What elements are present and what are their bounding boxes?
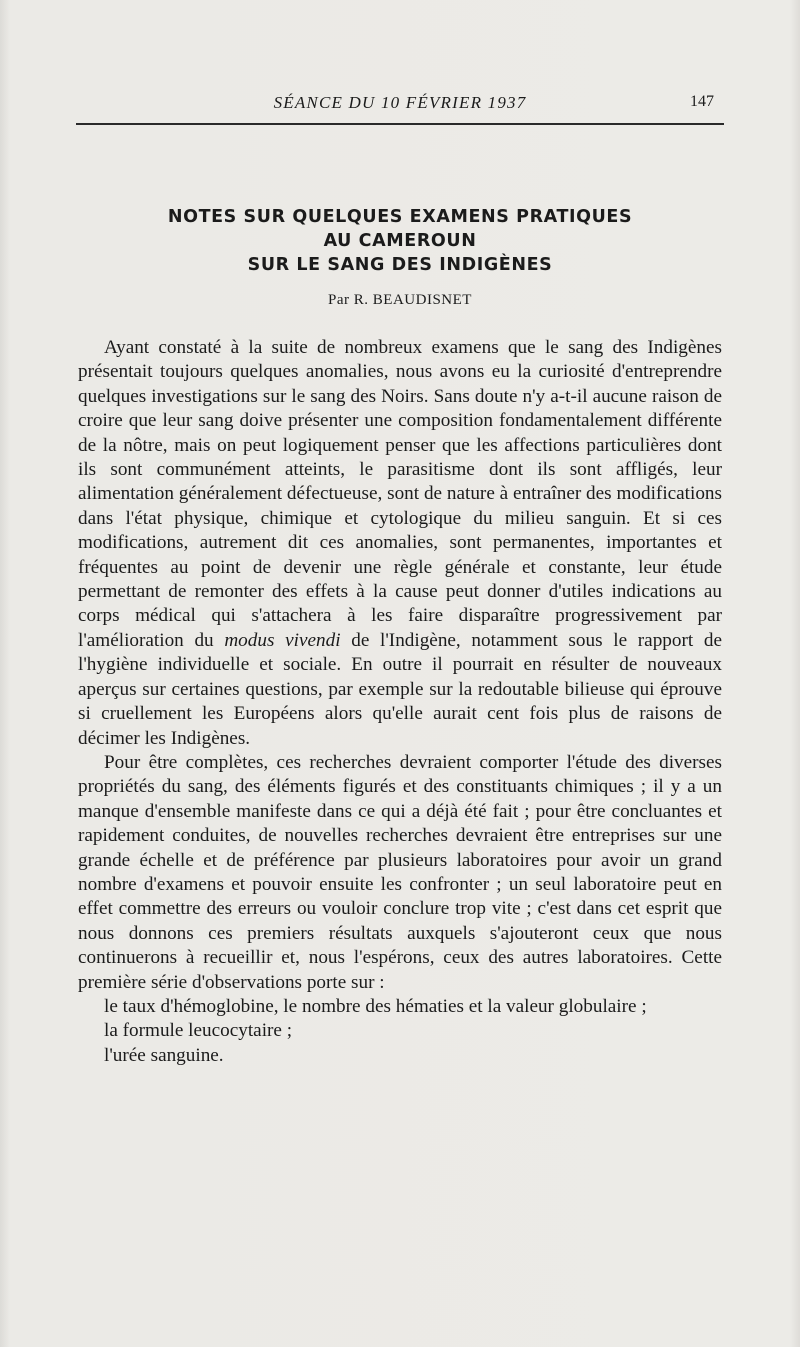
title-line-1: NOTES SUR QUELQUES EXAMENS PRATIQUES: [167, 207, 633, 227]
author-byline: Par R. BEAUDISNET: [328, 292, 472, 308]
paragraph-1-text-b: de l'Indigène, notamment sous le rapport de l'hygiène individuelle et sociale. En outre il pourrait en résulter de nouveaux aperçus sur certaines questions, par exemple sur la redoutable bilieuse qui éprouve si cruellement les Européens alors qu'elle aurait cent fois plus de raisons de décimer les Indigènes.: [78, 629, 722, 749]
paragraph-2: Pour être complètes, ces recherches devraient comporter l'étude des diverses propriétés du sang, des éléments figurés et des constituants chimiques ; il y a un manque d'ensemble manifeste dans ce qui a déjà été fait ; pour être concluantes et rapidement conduites, de nouvelles recherches devraient être entreprises sur une grande échelle et de préférence par plusieurs laboratoires pour avoir un grand nombre d'examens et pouvoir ensuite les confronter ; un seul laboratoire peut en effet commettre des erreurs ou vouloir conclure trop vite ; c'est dans cet esprit que nous donnons ces premiers résultats auxquels s'ajouteront ceux que nous continuerons à recueillir et, nous l'espérons, ceux des autres laboratoires. Cette première série d'observations porte sur :: [78, 751, 722, 993]
list-item: l'urée sanguine.: [104, 1044, 224, 1066]
article-body: [78, 336, 722, 1068]
paragraph-1: [78, 336, 722, 751]
title-line-3: SUR LE SANG DES INDIGÈNES: [247, 255, 553, 275]
list-item: la formule leucocytaire ;: [104, 1020, 293, 1042]
paragraph-1-text-a: Ayant constaté à la suite de nombreux examens que le sang des Indigènes présentait toujours quelques anomalies, nous avons eu la curiosité d'entreprendre quelques investigations sur le sang des Noirs. Sans doute n'y a-t-il aucune raison de croire que leur sang doive présenter une composition fondamentalement différente de la nôtre, mais on peut logiquement penser que les affections particulières dont ils sont communément atteints, le parasitisme dont ils sont affligés, leur alimentation généralement défectueuse, sont de nature à entraîner des modifications dans l'état physique, chimique et cytologique du milieu sanguin. Et si ces modifications, autrement dit ces anomalies, sont permanentes, importantes et fréquentes au point de devenir une règle générale et constante, leur étude permettant de remonter des effets à la cause peut donner d'utiles indications au corps médical qui s'attachera à les faire disparaître progressivement par l'amélioration du: [78, 337, 722, 651]
list-item: le taux d'hémoglobine, le nombre des hématies et la valeur globulaire ;: [104, 995, 647, 1017]
page-number: 147: [690, 93, 714, 110]
header-rule: [76, 123, 724, 125]
running-title: SÉANCE DU 10 FÉVRIER 1937: [273, 93, 527, 112]
title-line-2: AU CAMEROUN: [323, 231, 477, 251]
article-title: [76, 205, 724, 277]
running-head: [76, 93, 724, 117]
paragraph-1-italic: modus vivendi: [224, 629, 341, 651]
